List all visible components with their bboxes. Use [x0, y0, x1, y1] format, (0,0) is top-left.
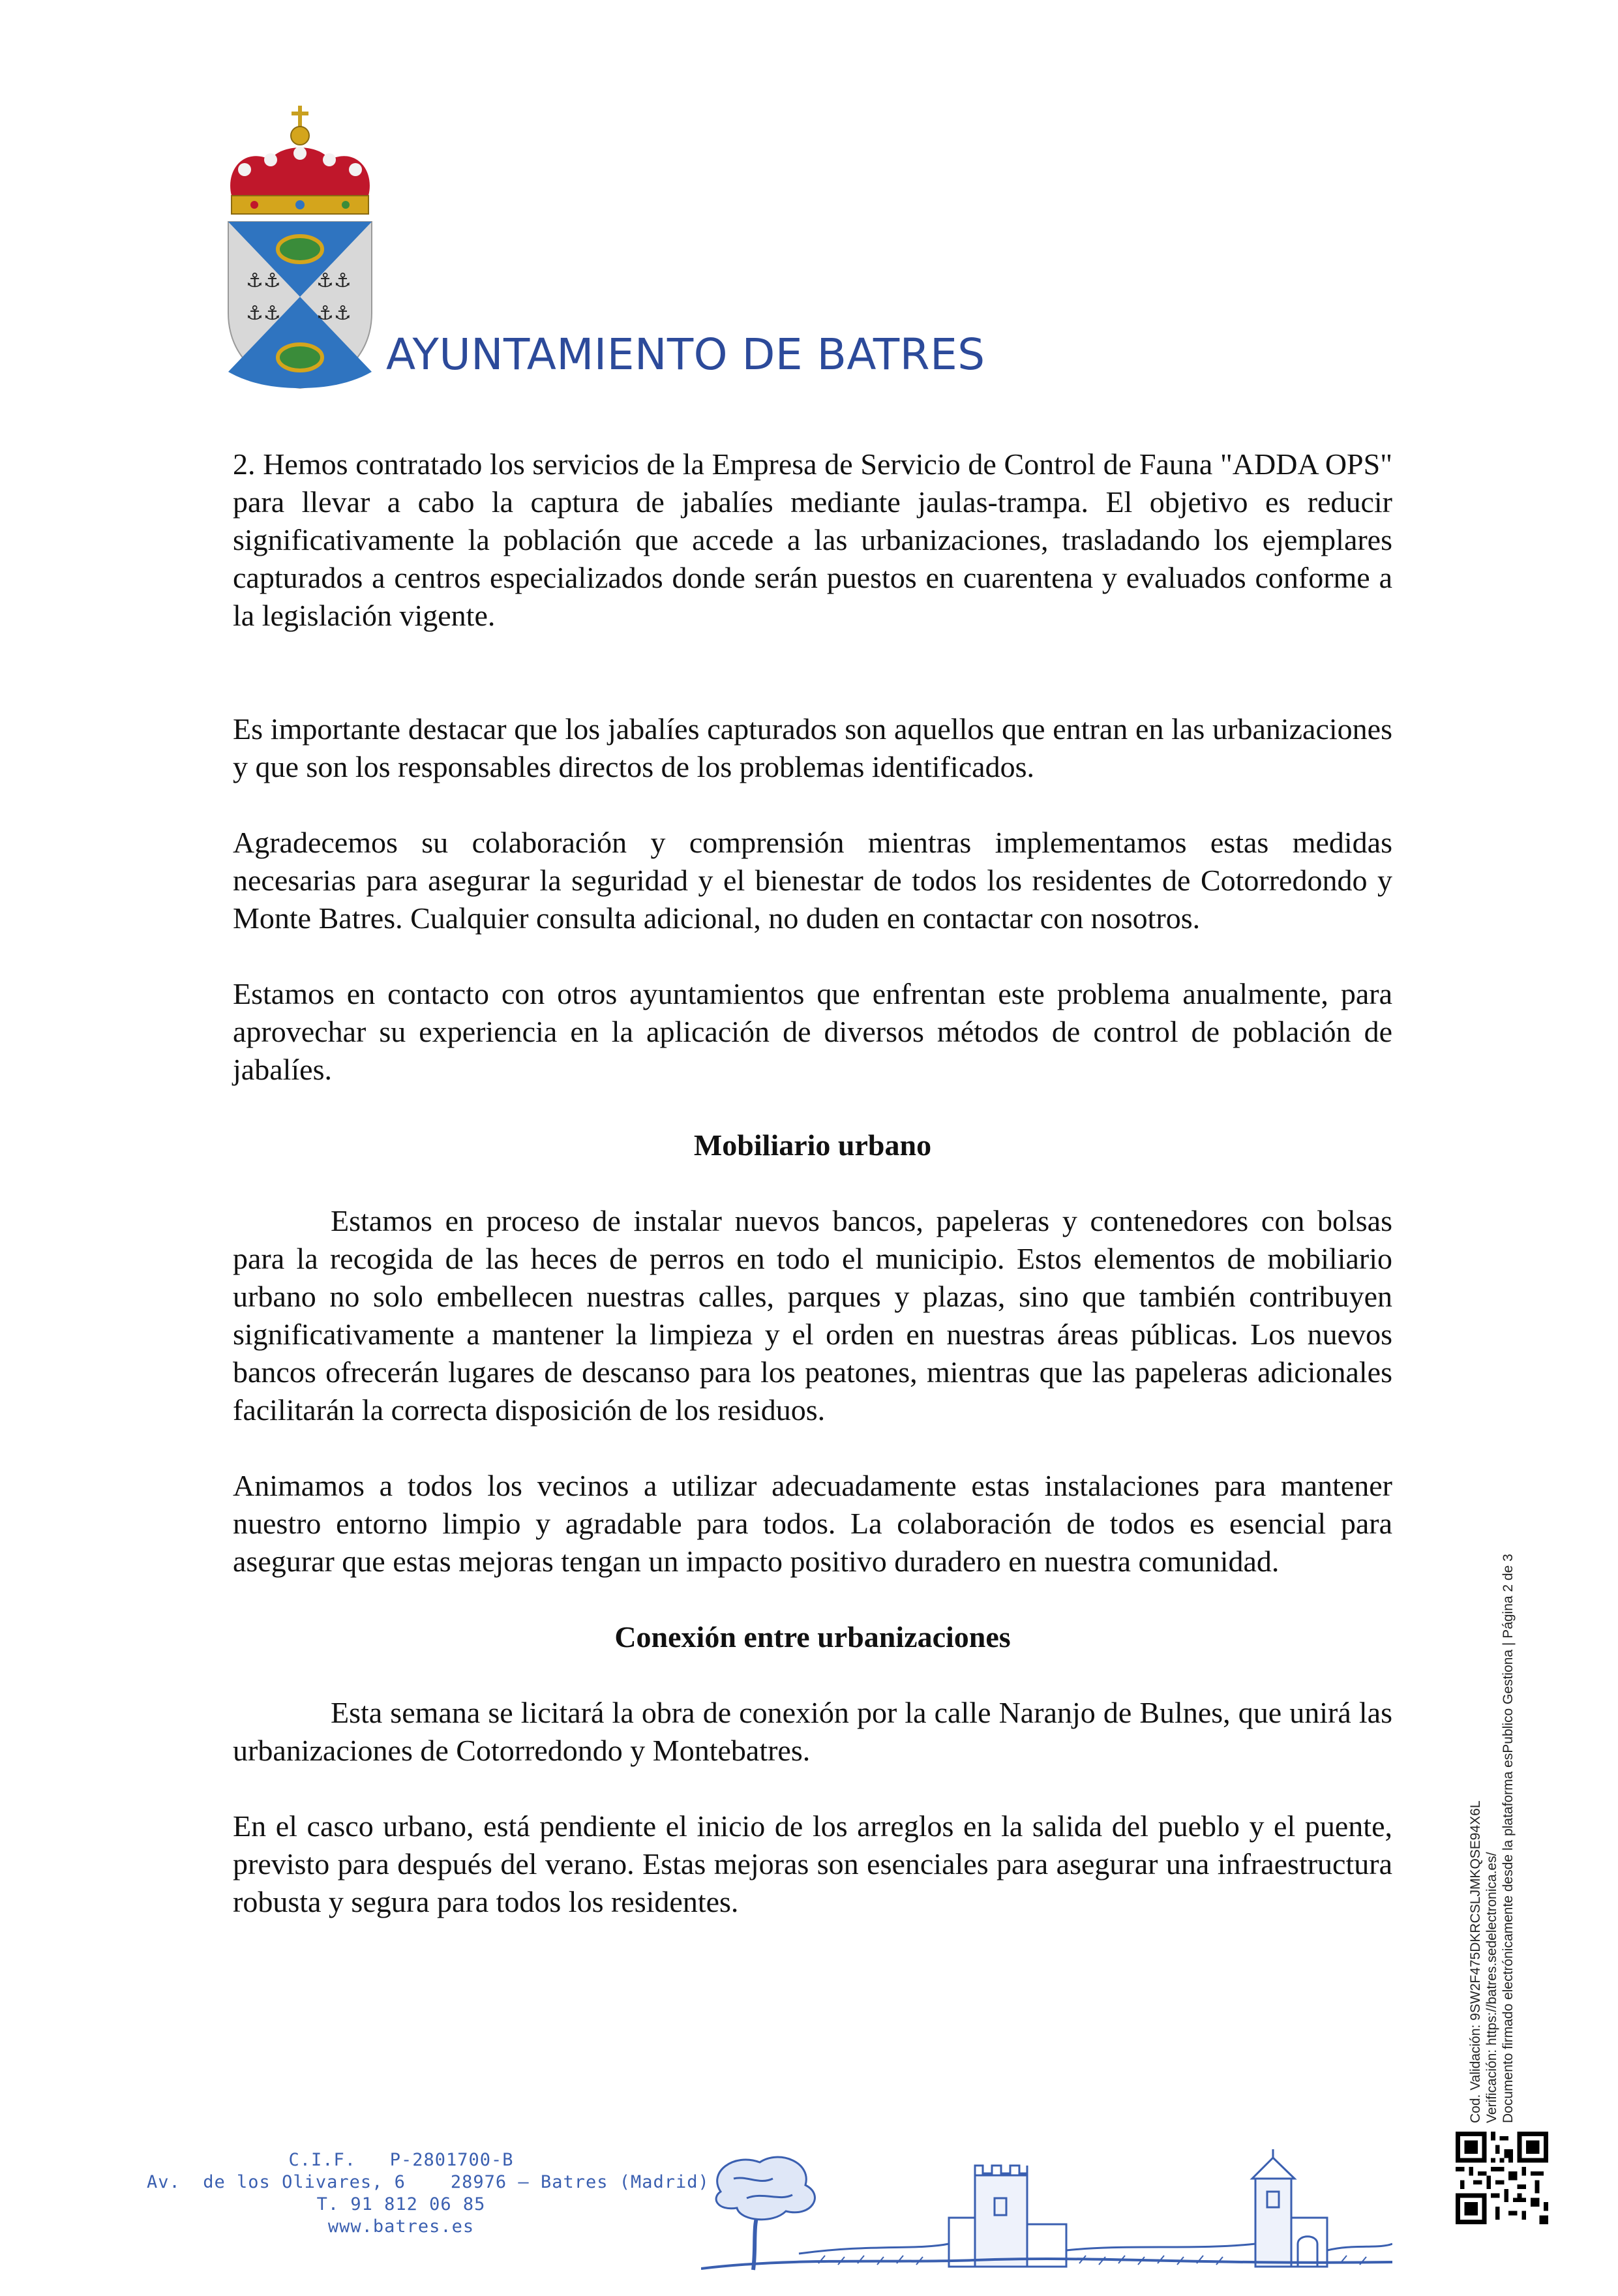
- qr-code-icon[interactable]: [1456, 2132, 1548, 2224]
- paragraph-tender: Esta semana se licitará la obra de conexión por la calle Naranjo de Bulnes, que unirá las urbanizaciones de Cotorredondo y Montebatres.: [233, 1696, 1392, 1767]
- validation-code: Cod. Validación: 9SW2F475DKRCSLJMKQSE94X6L: [1468, 1800, 1483, 2123]
- paragraph-new-benches: Estamos en proceso de instalar nuevos bancos, papeleras y contenedores con bolsas para la recogida de las heces de perros en todo el municipio. Estos elementos de mobiliario urbano no solo embellecen nuestras calles, parques y plazas, sino que también contribuyen significativamente a mantener la limpieza y el orden en nuestras áreas públicas. Los nuevos bancos ofrecerán lugares de descanso para los peatones, mientras que las papeleras adicionales facilitarán la correcta disposición de los residuos.: [233, 1204, 1392, 1427]
- footer-address: Av. de los Olivares, 6 28976 – Batres (Madrid): [147, 2172, 710, 2192]
- svg-text:⚓⚓: ⚓⚓: [316, 269, 352, 292]
- signature-note: Documento firmado electrónicamente desde la plataforma esPublico Gestiona | Página 2 de 3: [1501, 1554, 1516, 2123]
- paragraph-captured-boars: Es importante destacar que los jabalíes capturados son aquellos que entran en las urbanizaciones y que son los responsables directos de los problemas identificados.: [233, 712, 1392, 783]
- footer-contact: [147, 2149, 710, 2238]
- paragraph-encourage: Animamos a todos los vecinos a utilizar adecuadamente estas instalaciones para mantener nuestro entorno limpio y agradable para todos. La colaboración de todos es esencial para asegurar que estas mejoras tengan un impacto positivo duradero en nuestra comunidad.: [233, 1469, 1392, 1578]
- paragraph-thanks: Agradecemos su colaboración y comprensión mientras implementamos estas medidas necesarias para asegurar la seguridad y el bienestar de todos los residentes de Cotorredondo y Monte Batres. Cualquier consulta adicional, no duden en contactar con nosotros.: [233, 826, 1392, 935]
- footer-phone: T. 91 812 06 85: [316, 2194, 486, 2214]
- paragraph-other-councils: Estamos en contacto con otros ayuntamientos que enfrentan este problema anualmente, para aprovechar su experiencia en la aplicación de diversos métodos de control de población de jabalíes.: [233, 977, 1392, 1086]
- footer-website[interactable]: www.batres.es: [327, 2216, 475, 2237]
- organization-name: AYUNTAMIENTO DE BATRES: [386, 329, 985, 380]
- heading-connection: Conexión entre urbanizaciones: [614, 1620, 1011, 1654]
- footer-cif: C.I.F. P-2801700-B: [288, 2150, 514, 2170]
- verification-stamp: [1467, 1432, 1516, 2123]
- verification-url[interactable]: Verificación: https://batres.sedelectronica.es/: [1484, 1852, 1499, 2123]
- svg-text:⚓⚓: ⚓⚓: [316, 302, 352, 325]
- coat-of-arms-icon: [218, 98, 382, 391]
- paragraph-town-center: En el casco urbano, está pendiente el inicio de los arreglos en la salida del pueblo y el puente, previsto para después del verano. Estas mejoras son esenciales para asegurar una infraestructura robusta y segura para todos los residentes.: [233, 1809, 1392, 1918]
- village-landscape-icon: [701, 2146, 1392, 2276]
- svg-text:⚓⚓: ⚓⚓: [246, 302, 281, 325]
- letter-body: [233, 446, 1392, 1921]
- paragraph-traps: 2. Hemos contratado los servicios de la Empresa de Servicio de Control de Fauna "ADDA OPS" para llevar a cabo la captura de jabalíes mediante jaulas-trampa. El objetivo es reducir significativamente la población que accede a las urbanizaciones, trasladando los ejemplares capturados a centros especializados donde serán puestos en cuarentena y evaluados conforme a la legislación vigente.: [233, 447, 1392, 632]
- svg-text:⚓⚓: ⚓⚓: [246, 269, 281, 292]
- heading-street-furniture: Mobiliario urbano: [693, 1128, 932, 1162]
